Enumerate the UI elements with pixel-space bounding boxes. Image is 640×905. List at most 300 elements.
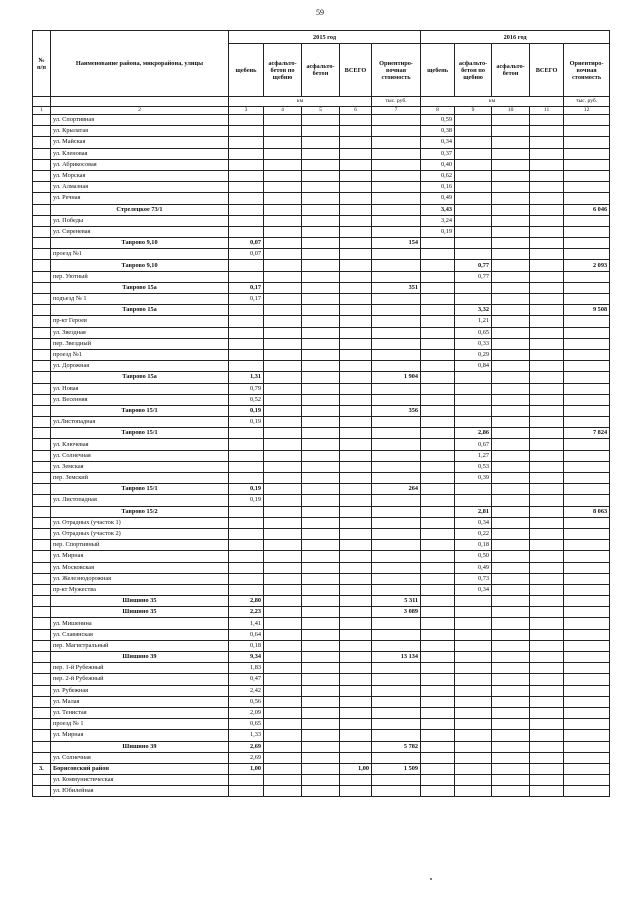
cell-value: [229, 159, 264, 170]
cell-value: [492, 775, 530, 786]
cell-value: [455, 607, 492, 618]
cell-value: [229, 439, 264, 450]
cell-value: [421, 707, 455, 718]
cell-value: [372, 495, 421, 506]
cell-value: [455, 226, 492, 237]
cell-value: [530, 327, 564, 338]
cell-value: [530, 204, 564, 215]
row-name: Борисовский район: [51, 763, 229, 774]
cell-value: [302, 260, 340, 271]
street-row: [33, 562, 610, 573]
row-index: [33, 271, 51, 282]
street-row: [33, 115, 610, 126]
row-index: [33, 137, 51, 148]
street-row: [33, 719, 610, 730]
cell-value: [264, 193, 302, 204]
cell-value: [302, 517, 340, 528]
cell-value: [372, 126, 421, 137]
cell-value: 3,24: [421, 215, 455, 226]
row-index: [33, 383, 51, 394]
cell-value: [564, 372, 610, 383]
cell-value: [264, 349, 302, 360]
row-name: Таврово 9,10: [51, 260, 229, 271]
row-name: Таврово 15/2: [51, 506, 229, 517]
row-name: пер. 2-й Рубежный: [51, 674, 229, 685]
cell-value: [564, 730, 610, 741]
cell-value: [340, 573, 372, 584]
row-name: ул. Юбилейная: [51, 786, 229, 797]
cell-value: [340, 428, 372, 439]
street-row: [33, 685, 610, 696]
row-name: ул. Славянская: [51, 629, 229, 640]
cell-value: [421, 517, 455, 528]
cell-value: 0,19: [421, 226, 455, 237]
cell-value: [564, 640, 610, 651]
header-sub: щебень: [421, 44, 455, 97]
cell-value: [421, 305, 455, 316]
cell-value: [264, 294, 302, 305]
cell-value: [492, 361, 530, 372]
row-index: [33, 316, 51, 327]
cell-value: [340, 226, 372, 237]
row-name: ул. Весенняя: [51, 394, 229, 405]
cell-value: [302, 126, 340, 137]
street-row: [33, 495, 610, 506]
street-row: [33, 383, 610, 394]
column-number: 8: [421, 107, 455, 115]
cell-value: [492, 137, 530, 148]
cell-value: [564, 596, 610, 607]
subtotal-row: [33, 607, 610, 618]
cell-value: [530, 596, 564, 607]
subtotal-row: [33, 428, 610, 439]
cell-value: [564, 540, 610, 551]
cell-value: [340, 383, 372, 394]
cell-value: [455, 674, 492, 685]
cell-value: 0,77: [455, 271, 492, 282]
cell-value: [455, 741, 492, 752]
subtotal-row: [33, 506, 610, 517]
row-index: [33, 551, 51, 562]
cell-value: 0,84: [455, 361, 492, 372]
page-number: 59: [316, 8, 324, 17]
cell-value: [340, 193, 372, 204]
cell-value: [421, 417, 455, 428]
cell-value: [564, 148, 610, 159]
cell-value: [564, 652, 610, 663]
cell-value: [264, 707, 302, 718]
table-header: [33, 31, 610, 115]
cell-value: [340, 316, 372, 327]
cell-value: 0,65: [229, 719, 264, 730]
row-index: 3.: [33, 763, 51, 774]
cell-value: [302, 383, 340, 394]
cell-value: [264, 629, 302, 640]
cell-value: [264, 461, 302, 472]
cell-value: [530, 696, 564, 707]
unit-km: км: [421, 97, 564, 107]
cell-value: [340, 282, 372, 293]
cell-value: [340, 775, 372, 786]
cell-value: [264, 562, 302, 573]
cell-value: [340, 607, 372, 618]
cell-value: 13 134: [372, 652, 421, 663]
row-index: [33, 696, 51, 707]
cell-value: [264, 741, 302, 752]
cell-value: [264, 282, 302, 293]
cell-value: [264, 439, 302, 450]
cell-value: [530, 193, 564, 204]
row-name: Таврово 15/1: [51, 428, 229, 439]
cell-value: [530, 182, 564, 193]
cell-value: [530, 294, 564, 305]
cell-value: 0,64: [229, 629, 264, 640]
cell-value: [492, 517, 530, 528]
row-index: [33, 607, 51, 618]
row-index: [33, 741, 51, 752]
cell-value: [372, 584, 421, 595]
header-year-2016: 2016 год: [421, 31, 610, 44]
cell-value: [492, 607, 530, 618]
cell-value: [492, 260, 530, 271]
cell-value: [492, 148, 530, 159]
cell-value: [492, 215, 530, 226]
row-name: ул. Отрадных (участок 1): [51, 517, 229, 528]
street-row: [33, 338, 610, 349]
row-index: [33, 405, 51, 416]
cell-value: 2,69: [229, 741, 264, 752]
table-body: [33, 115, 610, 797]
cell-value: [455, 170, 492, 181]
row-index: [33, 652, 51, 663]
row-index: [33, 473, 51, 484]
street-row: [33, 439, 610, 450]
cell-value: [302, 484, 340, 495]
cell-value: [264, 528, 302, 539]
cell-value: [302, 596, 340, 607]
subtotal-row: [33, 238, 610, 249]
column-number: 5: [302, 107, 340, 115]
row-name: ул. Крылатая: [51, 126, 229, 137]
row-name: ул. Земская: [51, 461, 229, 472]
cell-value: [302, 428, 340, 439]
cell-value: [564, 551, 610, 562]
row-index: [33, 215, 51, 226]
cell-value: [530, 115, 564, 126]
cell-value: [264, 596, 302, 607]
cell-value: [302, 730, 340, 741]
cell-value: [302, 640, 340, 651]
cell-value: [340, 249, 372, 260]
header-sub: щебень: [229, 44, 264, 97]
cell-value: [530, 484, 564, 495]
cell-value: 9,34: [229, 652, 264, 663]
row-name: Шишино 35: [51, 596, 229, 607]
cell-value: [530, 159, 564, 170]
cell-value: [302, 226, 340, 237]
column-number: 11: [530, 107, 564, 115]
cell-value: [530, 629, 564, 640]
cell-value: [264, 405, 302, 416]
cell-value: [372, 305, 421, 316]
cell-value: [302, 137, 340, 148]
cell-value: [421, 551, 455, 562]
cell-value: [530, 450, 564, 461]
subtotal-row: [33, 484, 610, 495]
cell-value: [530, 652, 564, 663]
cell-value: [302, 238, 340, 249]
cell-value: [372, 137, 421, 148]
cell-value: [264, 517, 302, 528]
cell-value: [340, 361, 372, 372]
cell-value: [302, 450, 340, 461]
cell-value: [530, 752, 564, 763]
cell-value: [264, 182, 302, 193]
cell-value: [340, 148, 372, 159]
cell-value: [229, 260, 264, 271]
row-index: [33, 730, 51, 741]
cell-value: [340, 126, 372, 137]
cell-value: [530, 551, 564, 562]
cell-value: [372, 294, 421, 305]
cell-value: [530, 238, 564, 249]
cell-value: [421, 719, 455, 730]
cell-value: [372, 707, 421, 718]
cell-value: [492, 652, 530, 663]
cell-value: [421, 282, 455, 293]
street-row: [33, 707, 610, 718]
cell-value: [492, 238, 530, 249]
cell-value: [302, 405, 340, 416]
cell-value: [530, 517, 564, 528]
cell-value: [264, 495, 302, 506]
cell-value: [530, 461, 564, 472]
cell-value: 3,32: [455, 305, 492, 316]
cell-value: [340, 349, 372, 360]
cell-value: 0,37: [421, 148, 455, 159]
cell-value: [455, 282, 492, 293]
cell-value: [372, 417, 421, 428]
cell-value: 351: [372, 282, 421, 293]
row-name: Стрелецкое 73/1: [51, 204, 229, 215]
cell-value: [455, 685, 492, 696]
row-index: [33, 484, 51, 495]
street-row: [33, 417, 610, 428]
cell-value: [564, 562, 610, 573]
cell-value: [421, 741, 455, 752]
street-row: [33, 294, 610, 305]
cell-value: 1,00: [229, 763, 264, 774]
cell-value: [264, 238, 302, 249]
cell-value: [372, 394, 421, 405]
cell-value: [492, 383, 530, 394]
cell-value: [264, 573, 302, 584]
cell-value: [421, 685, 455, 696]
cell-value: 2,09: [229, 707, 264, 718]
cell-value: [530, 439, 564, 450]
unit-rub: тыс. руб.: [564, 97, 610, 107]
row-name: пер. Звездный: [51, 338, 229, 349]
cell-value: [372, 439, 421, 450]
cell-value: [421, 607, 455, 618]
cell-value: [302, 763, 340, 774]
cell-value: [340, 741, 372, 752]
column-number: 4: [264, 107, 302, 115]
cell-value: [492, 305, 530, 316]
cell-value: [492, 540, 530, 551]
cell-value: [530, 405, 564, 416]
street-row: [33, 696, 610, 707]
cell-value: 0,49: [455, 562, 492, 573]
cell-value: [564, 719, 610, 730]
cell-value: [455, 159, 492, 170]
header-sub: асфальто-бетон по щебню: [455, 44, 492, 97]
cell-value: [564, 249, 610, 260]
street-row: [33, 215, 610, 226]
cell-value: [340, 450, 372, 461]
cell-value: [530, 741, 564, 752]
cell-value: [564, 338, 610, 349]
row-name: ул. Новая: [51, 383, 229, 394]
cell-value: [564, 439, 610, 450]
cell-value: [302, 573, 340, 584]
cell-value: [372, 528, 421, 539]
cell-value: [229, 786, 264, 797]
cell-value: [302, 551, 340, 562]
column-number: 12: [564, 107, 610, 115]
row-name: ул. Рубежная: [51, 685, 229, 696]
cell-value: [421, 674, 455, 685]
cell-value: [421, 294, 455, 305]
cell-value: [564, 316, 610, 327]
row-name: проезд № 1: [51, 719, 229, 730]
cell-value: [492, 249, 530, 260]
cell-value: [530, 305, 564, 316]
cell-value: [530, 137, 564, 148]
subtotal-row: [33, 305, 610, 316]
cell-value: [302, 461, 340, 472]
cell-value: [302, 170, 340, 181]
cell-value: [264, 618, 302, 629]
cell-value: [455, 204, 492, 215]
street-row: [33, 540, 610, 551]
cell-value: [421, 562, 455, 573]
column-number: 1: [33, 107, 51, 115]
header-sub: ВСЕГО: [530, 44, 564, 97]
cell-value: [372, 338, 421, 349]
header-name: Наименование района, микрорайона, улицы: [51, 31, 229, 97]
cell-value: [530, 215, 564, 226]
cell-value: [530, 349, 564, 360]
street-row: [33, 528, 610, 539]
cell-value: 0,56: [229, 696, 264, 707]
row-name: ул. Коммунистическая: [51, 775, 229, 786]
row-index: [33, 159, 51, 170]
cell-value: [340, 707, 372, 718]
cell-value: [264, 551, 302, 562]
cell-value: [530, 663, 564, 674]
cell-value: [264, 752, 302, 763]
row-index: [33, 707, 51, 718]
cell-value: [264, 338, 302, 349]
cell-value: [264, 372, 302, 383]
cell-value: [340, 372, 372, 383]
cell-value: [372, 182, 421, 193]
cell-value: [302, 618, 340, 629]
cell-value: [455, 484, 492, 495]
cell-value: [421, 752, 455, 763]
cell-value: [302, 741, 340, 752]
cell-value: 0,17: [229, 294, 264, 305]
cell-value: [530, 640, 564, 651]
cell-value: [340, 730, 372, 741]
cell-value: [340, 640, 372, 651]
street-row: [33, 618, 610, 629]
cell-value: [564, 226, 610, 237]
cell-value: [421, 618, 455, 629]
header-sub: Ориентиро-вочная стоимость: [564, 44, 610, 97]
cell-value: [564, 126, 610, 137]
cell-value: [264, 204, 302, 215]
cell-value: [455, 596, 492, 607]
row-index: [33, 786, 51, 797]
cell-value: [492, 551, 530, 562]
cell-value: [264, 316, 302, 327]
subtotal-row: [33, 282, 610, 293]
cell-value: [340, 115, 372, 126]
cell-value: [492, 573, 530, 584]
street-row: [33, 137, 610, 148]
cell-value: [492, 618, 530, 629]
row-name: Таврово 15а: [51, 372, 229, 383]
scan-dot: [430, 878, 432, 880]
cell-value: 0,16: [421, 182, 455, 193]
cell-value: [455, 137, 492, 148]
cell-value: [564, 584, 610, 595]
cell-value: [302, 115, 340, 126]
cell-value: [421, 439, 455, 450]
cell-value: [340, 752, 372, 763]
street-row: [33, 159, 610, 170]
row-name: ул. Морская: [51, 170, 229, 181]
cell-value: [229, 584, 264, 595]
header-sub: ВСЕГО: [340, 44, 372, 97]
row-index: [33, 528, 51, 539]
cell-value: [302, 506, 340, 517]
subtotal-row: [33, 596, 610, 607]
cell-value: 0,73: [455, 573, 492, 584]
cell-value: [421, 394, 455, 405]
subtotal-row: [33, 652, 610, 663]
row-name: ул. Мирная: [51, 551, 229, 562]
cell-value: [530, 372, 564, 383]
cell-value: [421, 640, 455, 651]
cell-value: [564, 484, 610, 495]
cell-value: [492, 170, 530, 181]
row-name: Таврово 15/1: [51, 405, 229, 416]
cell-value: [340, 551, 372, 562]
cell-value: [340, 596, 372, 607]
cell-value: [372, 540, 421, 551]
cell-value: [302, 417, 340, 428]
cell-value: [564, 473, 610, 484]
cell-value: [421, 461, 455, 472]
row-name: ул. Тенистая: [51, 707, 229, 718]
row-name: Шишино 39: [51, 741, 229, 752]
cell-value: [530, 260, 564, 271]
street-row: [33, 674, 610, 685]
cell-value: [564, 528, 610, 539]
